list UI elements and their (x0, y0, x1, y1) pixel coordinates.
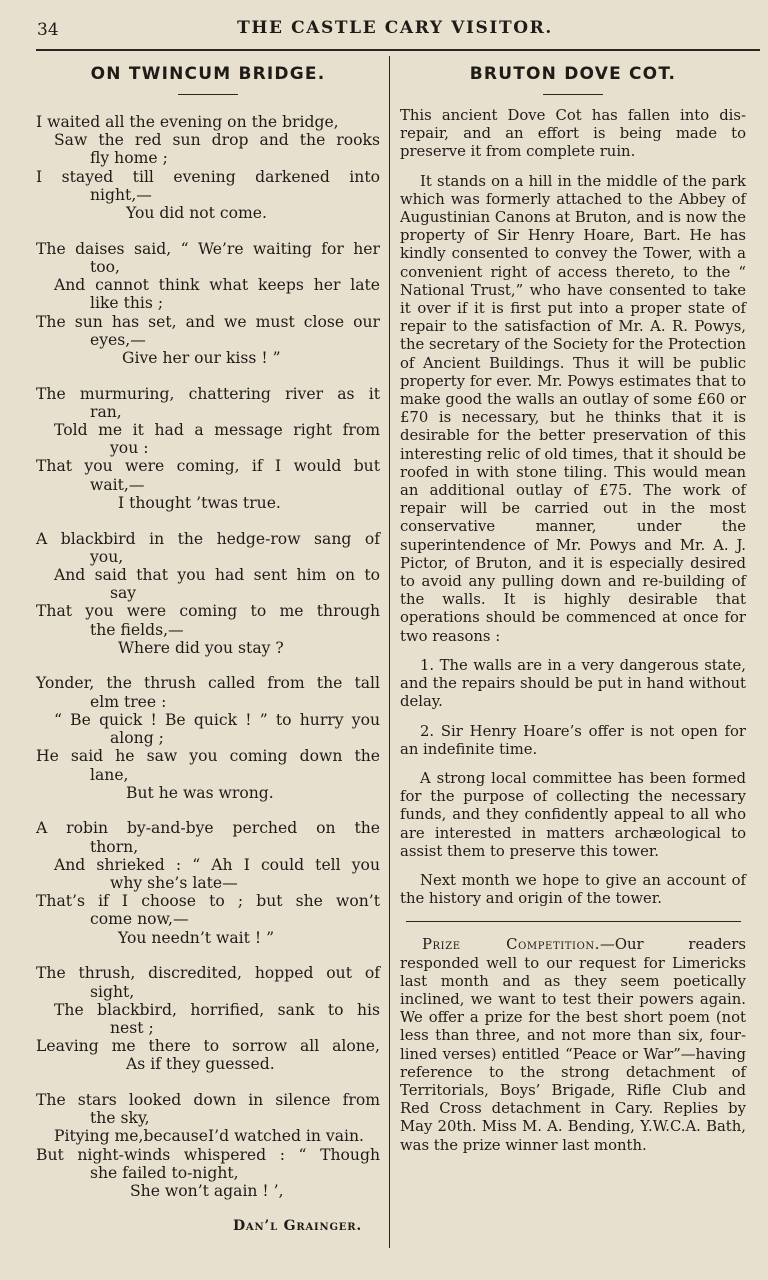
poem-title-rule (178, 94, 238, 95)
poem-line: say (110, 584, 137, 603)
poem-line: The sun has set, and we must close our (36, 312, 380, 331)
poem-line: That you were coming, if I would but (36, 457, 380, 476)
poem-line: She won’t again ! ’, (130, 1182, 284, 1201)
poem-line: You did not come. (126, 204, 267, 223)
poem-line: lane, (90, 765, 129, 784)
article-paragraph: 2. Sir Henry Hoare’s offer is not open for an indefinite time. (400, 722, 746, 758)
poem-line: eyes,— (90, 330, 146, 349)
poem-stanza (36, 113, 380, 222)
article-paragraph: Next month we hope to give an account of the history and origin of the tower. (400, 871, 746, 908)
poem-signature: Dan’l Grainger. (232, 1217, 362, 1234)
article-paragraph: It stands on a hill in the middle of the park which was formerly attached to the Abbey of Augustinian Canons at Bruton, and is now the property of Sir Henry Hoare, Bart. He has kindly consented to convey the Tower, with a convenient right of access thereto, to the “ National Trust,” who have consented to take it over if it is first put into a proper state of repair to the satisfaction of Mr. A. R. Powys, the secretary of the Society for the Protection of Ancient Buildings. Thus it will be public property for ever. Mr. Powys estimates that to make good the walls an outlay of some £60 or £70 is necessary, but he thinks that it is desirable for the better preservation of this interesting relic of old times, that it should be roofed in with stone tiling. This would mean an additional outlay of £75. The work of repair will be carried out in the most conservative manner, under the superintendence of Mr. Powys and Mr. A. J. Pictor, of Bruton, and it is especially desired to avoid any pulling down and re-building of the walls. It is highly desirable that operations should be commenced at once for two reasons : (400, 172, 746, 645)
poem-line: Yonder, the thrush called from the tall (36, 674, 380, 693)
poem-stanza (36, 385, 380, 512)
poem-line: sight, (90, 982, 135, 1001)
poem-stanza (36, 964, 380, 1073)
poem-line: the fields,— (90, 620, 184, 639)
poem-line: the sky, (90, 1109, 150, 1128)
poem-line: The thrush, discredited, hopped out of (36, 964, 380, 983)
prize-competition (400, 936, 746, 1154)
article-paragraph: 1. The walls are in a very dangerous state, and the repairs should be put in hand without delay. (400, 656, 746, 711)
poem-line: like this ; (90, 294, 164, 313)
poem-line: I stayed till evening darkened into (36, 167, 380, 186)
prize-label: Prize Competition. (422, 936, 601, 954)
poem-stanza (36, 1091, 380, 1200)
poem-body (36, 113, 380, 1200)
article-paragraph: A strong local committee has been formed for the purpose of collecting the necessary funds, and they confidently appeal to all who are interested in matters archæological to assist them to preserve this tower. (400, 769, 746, 860)
running-title: THE CASTLE CARY VISITOR. (237, 18, 553, 38)
poem-line: nest ; (110, 1018, 154, 1037)
poem-line: But night-winds whispered : “ Though (36, 1145, 380, 1164)
poem-line: The blackbird, horrified, sank to his (54, 1000, 380, 1019)
poem-line: And said that you had sent him on to (54, 565, 380, 584)
article-title-rule (543, 94, 603, 95)
article-column (400, 62, 746, 1155)
poem-line: And shrieked : “ Ah I could tell you (54, 855, 380, 874)
poem-line: “ Be quick ! Be quick ! ” to hurry you (54, 710, 380, 729)
poem-stanza (36, 530, 380, 657)
poem-line: That’s if I choose to ; but she won’t (36, 892, 380, 911)
section-rule (406, 921, 741, 922)
column-divider (389, 56, 390, 1248)
poem-line: you : (110, 439, 149, 458)
poem-line: Give her our kiss ! ” (122, 348, 281, 367)
poem-line: along ; (110, 729, 164, 748)
poem-line: elm tree : (90, 692, 167, 711)
poem-line: Leaving me there to sorrow all alone, (36, 1037, 380, 1056)
poem-line: A blackbird in the hedge-row sang of (36, 529, 380, 548)
poem-line: thorn, (90, 837, 139, 856)
poem-stanza (36, 240, 380, 367)
article-body (400, 107, 746, 908)
poem-line: night,— (90, 185, 152, 204)
poem-line: You needn’t wait ! ” (118, 928, 275, 947)
poem-line: I waited all the evening on the bridge, (36, 113, 339, 131)
page-number: 34 (37, 20, 59, 40)
poem-column (36, 62, 380, 1234)
poem-title: ON TWINCUM BRIDGE. (90, 64, 326, 84)
poem-line: The murmuring, chattering river as it (36, 384, 380, 403)
poem-line: too, (90, 257, 120, 276)
poem-line: He said he saw you coming down the (36, 747, 380, 766)
poem-line: The daises said, “ We’re waiting for her (36, 239, 380, 258)
poem-line: Where did you stay ? (118, 638, 284, 657)
prize-paragraph (400, 936, 746, 1154)
poem-line: Told me it had a message right from (54, 421, 380, 440)
poem-line: why she’s late— (110, 874, 238, 893)
poem-line: come now,— (90, 910, 189, 929)
poem-line: wait,— (90, 475, 145, 494)
poem-line: As if they guessed. (126, 1055, 275, 1074)
poem-line: you, (90, 547, 124, 566)
poem-line: fly home ; (90, 149, 168, 168)
poem-line: That you were coming to me through (36, 602, 380, 621)
poem-line: ran, (90, 402, 122, 421)
article-paragraph: This ancient Dove Cot has fallen into dis-repair, and an effort is being made to preserve it from complete ruin. (400, 107, 746, 161)
poem-line: The stars looked down in silence from (36, 1091, 380, 1110)
prize-text: —Our readers responded well to our request for Limericks last month and as they seem poetically inclined, we want to test their powers again. We offer a prize for the best short poem (not less than three, and not more than six, four-lined verses) entitled “Peace or War”—having reference to the strong detachment of Territorials, Boys’ Brigade, Rifle Club and Red Cross detachment in Cary. Replies by May 20th. Miss M. A. Bending, Y.W.C.A. Bath, was the prize winner last month. (400, 936, 746, 1154)
poem-line: I thought ’twas true. (118, 493, 281, 512)
poem-line: Pitying me,becauseI’d watched in vain. (54, 1127, 365, 1146)
poem-stanza (36, 674, 380, 801)
poem-line: But he was wrong. (126, 783, 274, 802)
poem-line: she failed to-night, (90, 1163, 239, 1182)
header-rule (36, 49, 760, 51)
poem-line: Saw the red sun drop and the rooks (54, 131, 380, 150)
poem-stanza (36, 819, 380, 946)
poem-line: And cannot think what keeps her late (54, 276, 380, 295)
poem-line: A robin by-and-bye perched on the (36, 819, 380, 838)
article-title: BRUTON DOVE COT. (469, 64, 677, 84)
